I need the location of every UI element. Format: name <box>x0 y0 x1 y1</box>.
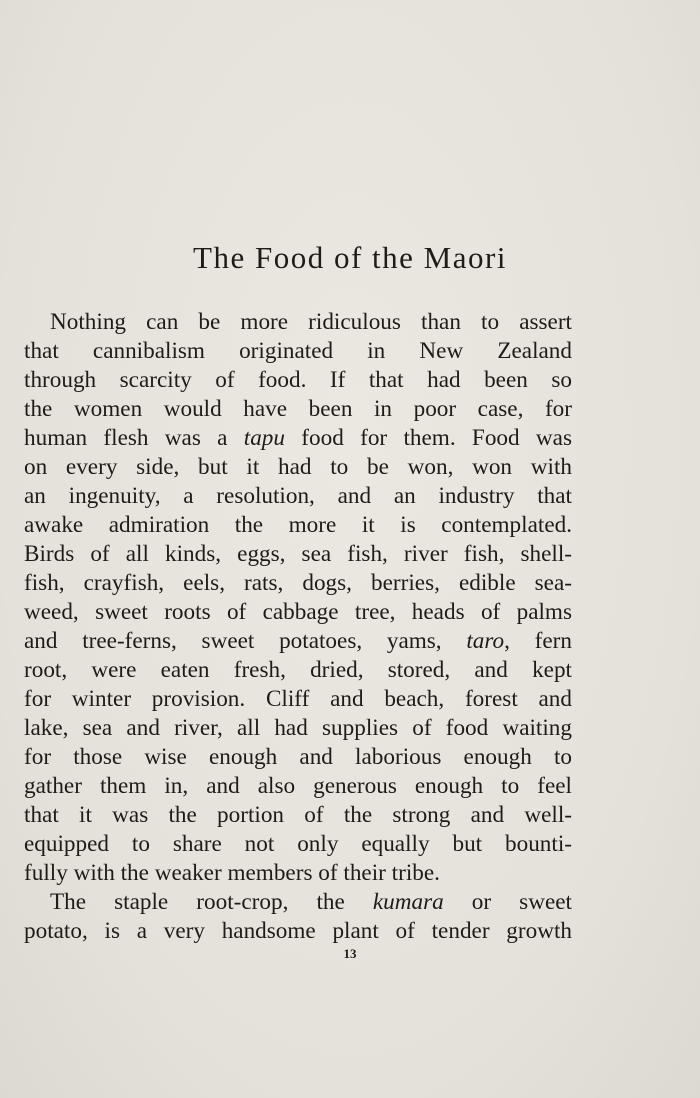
chapter-title: The Food of the Maori <box>193 240 507 275</box>
text-line: Nothing can be more ridiculous than to assert <box>50 309 572 335</box>
italic-term: tapu <box>243 425 285 451</box>
text-line: that cannibalism originated in New Zealand <box>24 338 572 364</box>
text-line <box>24 888 572 917</box>
italic-term: kumara <box>372 889 444 915</box>
page-number: 13 <box>343 946 357 961</box>
text-line: for those wise enough and laborious enough to <box>24 744 572 770</box>
text-line: weed, sweet roots of cabbage tree, heads of palms <box>24 599 572 625</box>
text-line: equipped to share not only equally but bounti- <box>24 831 572 857</box>
text-line: root, were eaten fresh, dried, stored, and kept <box>24 657 572 683</box>
text-line: potato, is a very handsome plant of tender growth <box>24 918 572 944</box>
text-line: for winter provision. Cliff and beach, forest and <box>24 686 572 712</box>
text-line <box>24 424 572 453</box>
text-segment: food for them. Food was <box>285 425 572 451</box>
text-line: through scarcity of food. If that had been so <box>24 367 572 393</box>
text-line: gather them in, and also generous enough to feel <box>24 773 572 799</box>
text-line: that it was the portion of the strong and well- <box>24 802 572 828</box>
text-line: lake, sea and river, all had supplies of food waiting <box>24 715 572 741</box>
text-segment: The staple root-crop, the <box>50 889 373 915</box>
text-line: fish, crayfish, eels, rats, dogs, berries, edible sea- <box>24 570 572 596</box>
text-line: fully with the weaker members of their tribe. <box>24 860 440 886</box>
text-segment: and tree-ferns, sweet potatoes, yams, <box>24 628 467 654</box>
text-line: on every side, but it had to be won, won with <box>24 454 572 480</box>
italic-term: taro <box>466 628 505 654</box>
text-segment: , fern <box>504 628 572 654</box>
text-line: awake admiration the more it is contemplated. <box>24 512 572 538</box>
text-segment: human flesh was a <box>24 425 244 451</box>
text-line: an ingenuity, a resolution, and an industry that <box>24 483 572 509</box>
text-segment: or sweet <box>443 889 572 915</box>
text-line: Birds of all kinds, eggs, sea fish, river fish, shell- <box>24 541 572 567</box>
paragraph-2 <box>24 888 572 946</box>
text-line <box>24 627 572 656</box>
text-line: the women would have been in poor case, for <box>24 396 572 422</box>
paragraph-1 <box>24 308 572 888</box>
body-text <box>24 308 572 946</box>
